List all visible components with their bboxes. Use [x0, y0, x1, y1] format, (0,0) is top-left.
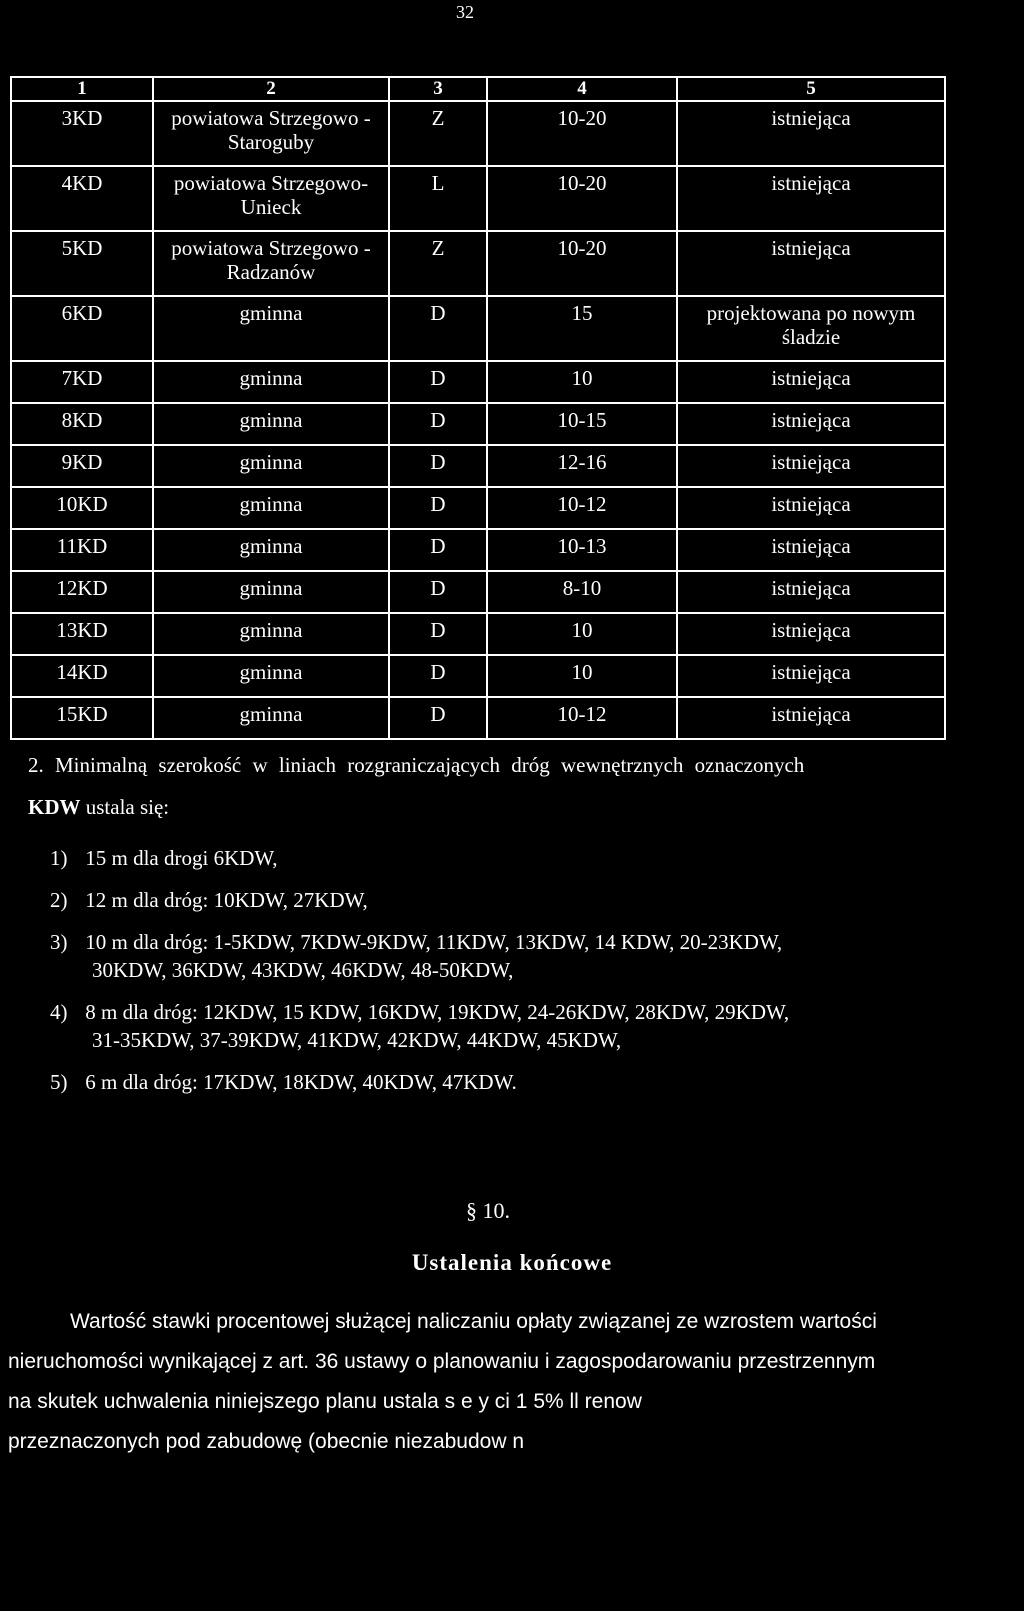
column-header: 3	[389, 77, 487, 101]
list-item	[50, 886, 789, 914]
cell-symbol: 6KD	[11, 296, 153, 361]
body-line: nieruchomości wynikającej z art. 36 ustawy o planowaniu i zagospodarowaniu przestrzennym	[8, 1350, 876, 1373]
cell-status: istniejąca	[677, 487, 945, 529]
body-line: na skutek uchwalenia niniejszego planu ustala s e y ci 1 5% ll renow	[8, 1390, 642, 1413]
cell-category: gminna	[153, 613, 389, 655]
cell-width: 10-13	[487, 529, 677, 571]
cell-class: Z	[389, 231, 487, 296]
cell-class: D	[389, 655, 487, 697]
section-heading: Ustalenia końcowe	[411, 1250, 613, 1275]
table-row	[11, 697, 945, 739]
cell-category: gminna	[153, 697, 389, 739]
width-list	[50, 844, 789, 1110]
table-row	[11, 655, 945, 697]
list-item	[50, 928, 789, 984]
cell-class: D	[389, 445, 487, 487]
cell-status: istniejąca	[677, 655, 945, 697]
cell-symbol: 8KD	[11, 403, 153, 445]
cell-symbol: 5KD	[11, 231, 153, 296]
cell-symbol: 13KD	[11, 613, 153, 655]
cell-status: istniejąca	[677, 529, 945, 571]
cell-width: 10-20	[487, 231, 677, 296]
paragraph-2-rest: ustala się:	[80, 795, 170, 819]
cell-class: D	[389, 613, 487, 655]
cell-class: D	[389, 361, 487, 403]
cell-width: 10-12	[487, 697, 677, 739]
table-row	[11, 361, 945, 403]
cell-status: istniejąca	[677, 403, 945, 445]
list-number: 3)	[50, 930, 68, 954]
paragraph-2-line-2	[28, 794, 169, 820]
table-row	[11, 487, 945, 529]
cell-status: projektowana po nowym śladzie	[677, 296, 945, 361]
list-text-continued: 30KDW, 36KDW, 43KDW, 46KDW, 48-50KDW,	[92, 958, 514, 982]
cell-category: powiatowa Strzegowo - Radzanów	[153, 231, 389, 296]
cell-width: 8-10	[487, 571, 677, 613]
cell-symbol: 7KD	[11, 361, 153, 403]
cell-status: istniejąca	[677, 231, 945, 296]
cell-class: D	[389, 403, 487, 445]
cell-width: 10	[487, 361, 677, 403]
cell-status: istniejąca	[677, 613, 945, 655]
cell-width: 10	[487, 655, 677, 697]
cell-class: L	[389, 166, 487, 231]
list-text: 6 m dla dróg: 17KDW, 18KDW, 40KDW, 47KDW.	[85, 1070, 517, 1094]
column-header: 5	[677, 77, 945, 101]
table-row	[11, 296, 945, 361]
list-number: 5)	[50, 1070, 68, 1094]
list-item	[50, 1068, 789, 1096]
cell-category: gminna	[153, 571, 389, 613]
cell-class: D	[389, 529, 487, 571]
cell-symbol: 11KD	[11, 529, 153, 571]
cell-category: gminna	[153, 296, 389, 361]
cell-category: gminna	[153, 487, 389, 529]
column-header: 4	[487, 77, 677, 101]
column-header: 1	[11, 77, 153, 101]
cell-status: istniejąca	[677, 361, 945, 403]
cell-symbol: 10KD	[11, 487, 153, 529]
list-number: 1)	[50, 846, 68, 870]
cell-category: powiatowa Strzegowo- Unieck	[153, 166, 389, 231]
cell-class: Z	[389, 101, 487, 166]
table-row	[11, 613, 945, 655]
cell-category: powiatowa Strzegowo - Staroguby	[153, 101, 389, 166]
table-row	[11, 403, 945, 445]
list-text: 8 m dla dróg: 12KDW, 15 KDW, 16KDW, 19KDW, 24-26KDW, 28KDW, 29KDW,	[85, 1000, 790, 1024]
body-line: przeznaczonych pod zabudowę (obecnie niezabudow n	[8, 1430, 525, 1453]
kdw-term: KDW	[28, 795, 81, 819]
cell-symbol: 4KD	[11, 166, 153, 231]
table-row	[11, 231, 945, 296]
cell-class: D	[389, 697, 487, 739]
table-row	[11, 166, 945, 231]
page-number: 32	[456, 2, 474, 22]
list-text-continued: 31-35KDW, 37-39KDW, 41KDW, 42KDW, 44KDW, 45KDW,	[92, 1028, 622, 1052]
list-number: 2)	[50, 888, 68, 912]
body-line: Wartość stawki procentowej służącej naliczaniu opłaty związanej ze wzrostem wartości	[70, 1310, 877, 1333]
column-header: 2	[153, 77, 389, 101]
list-text: 10 m dla dróg: 1-5KDW, 7KDW-9KDW, 11KDW, 13KDW, 14 KDW, 20-23KDW,	[85, 930, 783, 954]
paragraph-2-line-1: 2. Minimalną szerokość w liniach rozgraniczających dróg wewnętrznych oznaczonych	[28, 753, 805, 777]
table-row	[11, 101, 945, 166]
section-number: § 10.	[466, 1198, 510, 1223]
cell-status: istniejąca	[677, 697, 945, 739]
cell-category: gminna	[153, 445, 389, 487]
list-text: 15 m dla drogi 6KDW,	[85, 846, 278, 870]
cell-width: 10-20	[487, 101, 677, 166]
table-row	[11, 529, 945, 571]
final-provisions-text	[8, 1302, 938, 1462]
cell-status: istniejąca	[677, 571, 945, 613]
cell-category: gminna	[153, 529, 389, 571]
cell-class: D	[389, 296, 487, 361]
cell-symbol: 9KD	[11, 445, 153, 487]
table-row	[11, 445, 945, 487]
cell-class: D	[389, 487, 487, 529]
list-item	[50, 998, 789, 1054]
cell-width: 15	[487, 296, 677, 361]
cell-width: 10-20	[487, 166, 677, 231]
roads-table	[10, 76, 946, 740]
cell-width: 12-16	[487, 445, 677, 487]
cell-symbol: 15KD	[11, 697, 153, 739]
cell-width: 10	[487, 613, 677, 655]
table-row	[11, 571, 945, 613]
cell-width: 10-15	[487, 403, 677, 445]
cell-category: gminna	[153, 361, 389, 403]
cell-symbol: 14KD	[11, 655, 153, 697]
cell-status: istniejąca	[677, 166, 945, 231]
list-number: 4)	[50, 1000, 68, 1024]
cell-width: 10-12	[487, 487, 677, 529]
cell-category: gminna	[153, 403, 389, 445]
cell-category: gminna	[153, 655, 389, 697]
cell-status: istniejąca	[677, 101, 945, 166]
list-text: 12 m dla dróg: 10KDW, 27KDW,	[85, 888, 368, 912]
cell-symbol: 12KD	[11, 571, 153, 613]
cell-symbol: 3KD	[11, 101, 153, 166]
cell-status: istniejąca	[677, 445, 945, 487]
list-item	[50, 844, 789, 872]
table-header-row	[11, 77, 945, 101]
cell-class: D	[389, 571, 487, 613]
